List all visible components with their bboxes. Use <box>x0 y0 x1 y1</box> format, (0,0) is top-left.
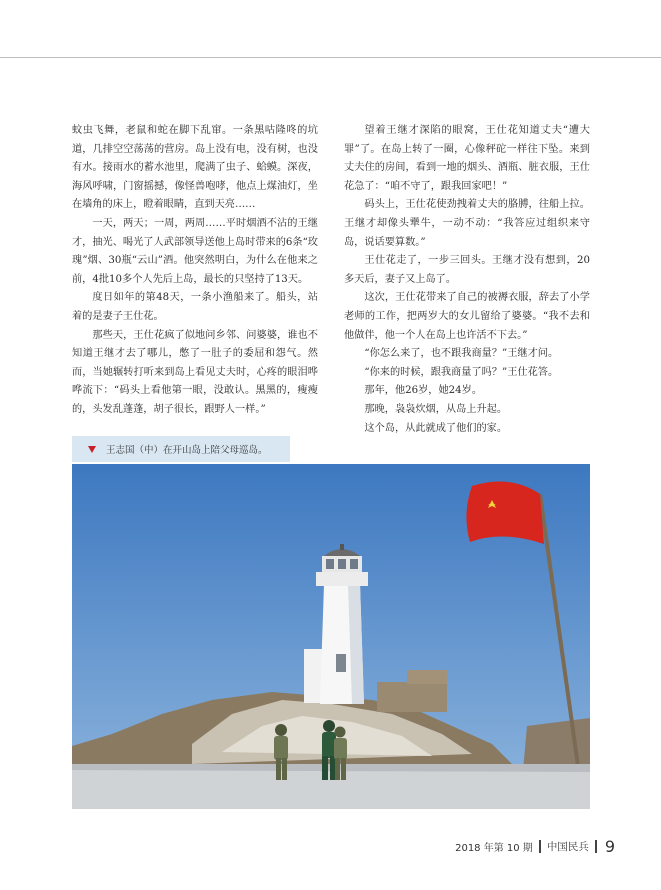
paragraph: “你怎么来了，也不跟我商量？”王继才问。 <box>364 348 559 360</box>
paragraph: 王仕花走了，一步三回头。王继才没有想到，20多天后，妻子又上岛了。 <box>344 255 590 285</box>
red-flag <box>466 482 544 545</box>
lighthouse-photo <box>72 464 590 809</box>
paragraph: 度日如年的第48天，一条小渔船来了。船头，站着的是妻子王仕花。 <box>72 292 318 322</box>
paragraph: 望着王继才深陷的眼窝，王仕花知道丈夫“遭大罪”了。在岛上转了一圈，心像秤砣一样往下坠。来到丈夫住的房间，看到一地的烟头、酒瓶、脏衣服，王仕花急了：“咱不守了，跟我回家吧！” <box>344 125 590 192</box>
paragraph: 那年，他26岁，她24岁。 <box>364 385 483 397</box>
header-rule <box>0 57 661 58</box>
stone-building <box>377 682 447 712</box>
paragraph: 这次，王仕花带来了自己的被褥衣服，辞去了小学老师的工作，把两岁大的女儿留给了婆婆。“我不去和他做伴，他一个人在岛上也许活不下去。” <box>344 292 590 341</box>
photo-caption: 王志国（中）在开山岛上陪父母巡岛。 <box>106 445 268 456</box>
magazine-name: 中国民兵 <box>546 841 589 853</box>
paragraph: 这个岛，从此就成了他们的家。 <box>364 422 508 434</box>
footer-divider <box>595 840 597 853</box>
page-number: 9 <box>604 837 615 856</box>
paragraph: 那晚，袅袅炊烟，从岛上升起。 <box>364 403 508 415</box>
caption-marker-icon <box>88 446 96 453</box>
footer-divider <box>539 840 541 853</box>
photo-caption-bar <box>72 436 290 462</box>
paragraph: “你来的时候，跟我商量了吗？”王仕花答。 <box>364 366 559 378</box>
article-left-column <box>72 122 318 420</box>
article-right-column <box>344 122 590 438</box>
paragraph: 码头上，王仕花使劲拽着丈夫的胳膊，往船上拉。王继才却像头犟牛，一动不动：“我答应过组织来守岛，说话要算数。” <box>344 199 590 248</box>
paragraph: 那些天，王仕花疯了似地问乡邻、问婆婆，谁也不知道王继才去了哪儿，憋了一肚子的委屈和怨气。然而，当她辗转打听来到岛上看见丈夫时，心疼的眼泪哗哗流下：“码头上看他第一眼，没敢认。黑黑的，瘦瘦的，头发乱蓬蓬，胡子很长，跟野人一样。” <box>72 329 318 415</box>
paragraph: 一天，两天；一周，两周……平时烟酒不沾的王继才，抽光、喝光了人武部领导送他上岛时带来的6条“玫瑰”烟、30瓶“云山”酒。他突然明白，为什么在他来之前，4批10多个人先后上岛，最长的只坚持了13天。 <box>72 217 318 285</box>
issue-label: 2018 年第 10 期 <box>455 843 533 854</box>
paragraph: 蚊虫飞舞，老鼠和蛇在脚下乱窜。一条黑咕隆咚的坑道，几排空空荡荡的营房。岛上没有电，没有树，也没有水。接雨水的蓄水池里，爬满了虫子、蛤蟆。深夜，海风呼啸，门窗摇撼，像怪兽咆哮，他点上煤油灯，坐在墙角的床上，瞪着眼睛，直到天亮…… <box>72 125 318 211</box>
page-footer <box>455 837 615 856</box>
